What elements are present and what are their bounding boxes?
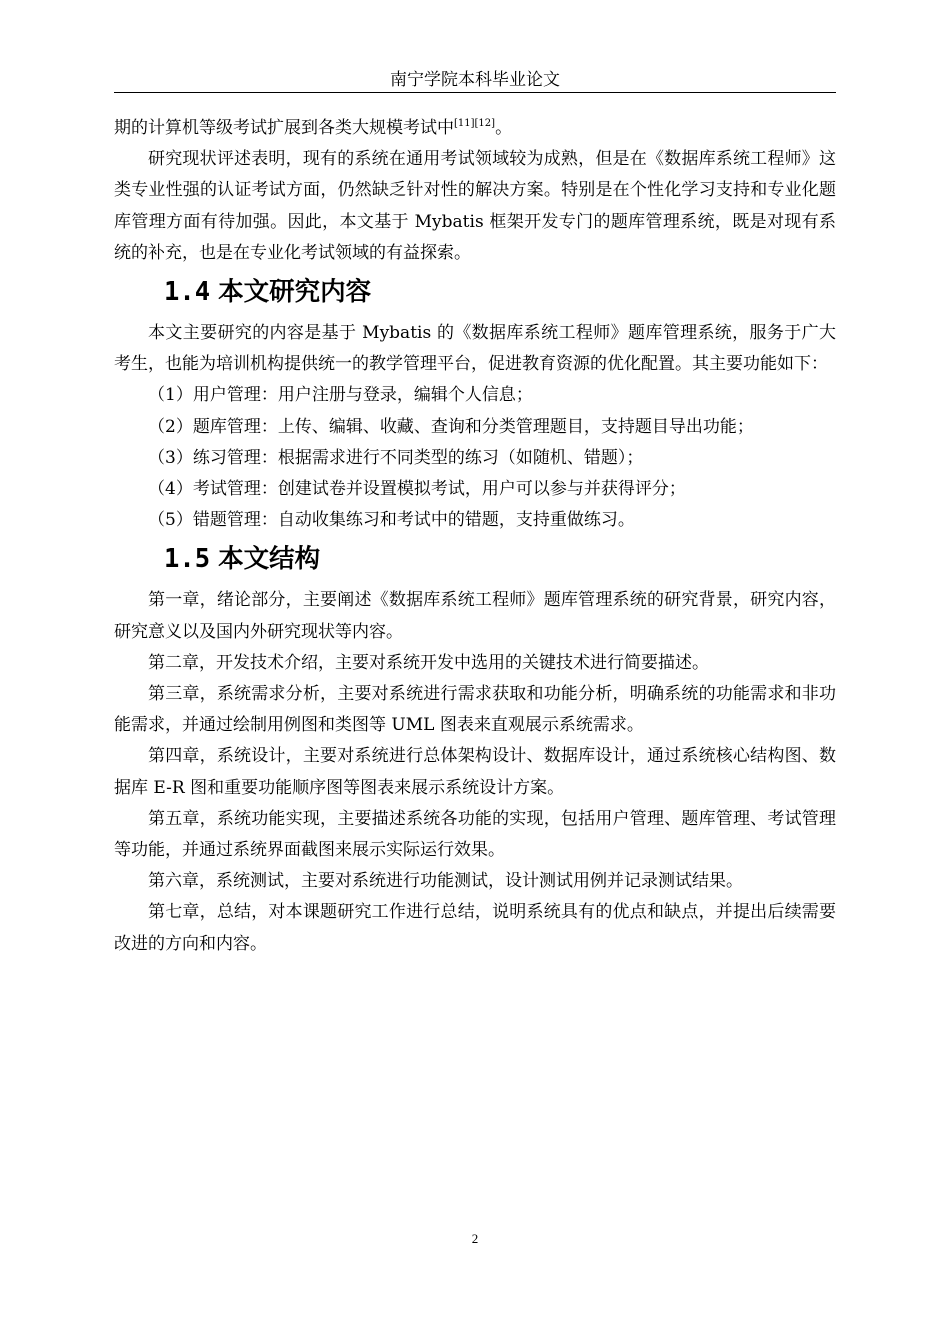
paragraph-chapter-1: 第一章，绪论部分，主要阐述《数据库系统工程师》题库管理系统的研究背景，研究内容，研究意义以及国内外研究现状等内容。: [114, 590, 836, 642]
paragraph-chapter-6: 第六章，系统测试，主要对系统进行功能测试，设计测试用例并记录测试结果。: [148, 871, 743, 892]
list-item: （2）题库管理：上传、编辑、收藏、查询和分类管理题目，支持题目导出功能；: [148, 416, 754, 437]
paragraph-chapter-4: 第四章，系统设计，主要对系统进行总体架构设计、数据库设计，通过系统核心结构图、数据库 E-R 图和重要功能顺序图等图表来展示系统设计方案。: [114, 746, 836, 798]
section-number: 1.5: [164, 544, 211, 575]
paragraph-review: 研究现状评述表明，现有的系统在通用考试领域较为成熟，但是在《数据库系统工程师》这类专业性强的认证考试方面，仍然缺乏针对性的解决方案。特别是在个性化学习支持和专业化题库管理方面有待加强。因此，本文基于 Mybatis 框架开发专门的题库管理系统，既是对现有系统的补充，也是在专业化考试领域的有益探索。: [114, 149, 836, 263]
paragraph-continuation: [114, 113, 836, 144]
page-body: [114, 113, 836, 960]
section-title: 本文结构: [218, 544, 321, 575]
section-title: 本文研究内容: [218, 277, 372, 308]
list-item: （3）练习管理：根据需求进行不同类型的练习（如随机、错题）；: [148, 447, 644, 468]
list-item: （5）错题管理：自动收集练习和考试中的错题，支持重做练习。: [148, 510, 635, 531]
paragraph-chapter-2: 第二章，开发技术介绍，主要对系统开发中选用的关键技术进行简要描述。: [148, 652, 709, 673]
paragraph-text: 期的计算机等级考试扩展到各类大规模考试中: [114, 118, 454, 138]
paragraph-end: 。: [495, 118, 513, 138]
paragraph-chapter-7: 第七章，总结，对本课题研究工作进行总结，说明系统具有的优点和缺点，并提出后续需要改进的方向和内容。: [114, 902, 836, 954]
section-number: 1.4: [164, 277, 211, 308]
paragraph-content-intro: 本文主要研究的内容是基于 Mybatis 的《数据库系统工程师》题库管理系统，服务于广大考生，也能为培训机构提供统一的教学管理平台，促进教育资源的优化配置。其主要功能如下：: [114, 323, 836, 375]
citation[interactable]: [11][12]: [454, 118, 496, 129]
list-item: （4）考试管理：创建试卷并设置模拟考试，用户可以参与并获得评分；: [148, 479, 686, 500]
section-heading-1-4: [114, 277, 836, 308]
paragraph-chapter-3: 第三章，系统需求分析，主要对系统进行需求获取和功能分析，明确系统的功能需求和非功能需求，并通过绘制用例图和类图等 UML 图表来直观展示系统需求。: [114, 684, 836, 736]
page-number: 2: [471, 1231, 479, 1246]
list-item: （1）用户管理：用户注册与登录，编辑个人信息；: [148, 385, 533, 406]
paragraph-chapter-5: 第五章，系统功能实现，主要描述系统各功能的实现，包括用户管理、题库管理、考试管理等功能，并通过系统界面截图来展示实际运行效果。: [114, 808, 836, 861]
section-heading-1-5: [114, 544, 836, 575]
running-header: 南宁学院本科毕业论文: [390, 70, 560, 90]
header-rule: [114, 92, 836, 93]
